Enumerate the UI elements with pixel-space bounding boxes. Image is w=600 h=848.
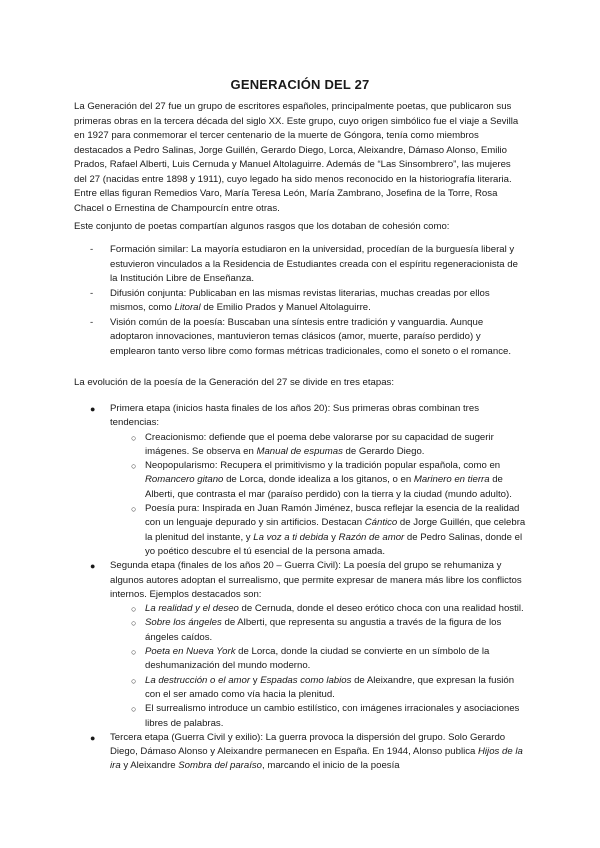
etapas-intro: La evolución de la poesía de la Generación del 27 se divide en tres etapas: — [74, 377, 395, 388]
work-title: Poeta en Nueva York — [145, 646, 236, 658]
item-text: El surrealismo introduce un cambio estilístico, con imágenes irracionales y asociaciones libres de palabras. — [145, 703, 520, 729]
work-title: Litoral — [174, 302, 201, 313]
work-title: La voz a ti debida — [253, 531, 329, 543]
bullet-marker: ● — [90, 404, 96, 414]
etapa-text: , marcando el inicio de la poesía — [262, 760, 400, 772]
sub-bullet-marker: ○ — [131, 504, 137, 515]
list-item-etapa3 — [74, 731, 526, 774]
list-item — [110, 431, 526, 460]
work-title: Romancero gitano — [145, 474, 224, 486]
rasgos-intro: Este conjunto de poetas compartían algunos rasgos que los dotaban de cohesión como: — [74, 221, 450, 232]
item-text: y — [250, 674, 261, 686]
rasgo-text: Visión común de la poesía: Buscaban una síntesis entre tradición y vanguardia. Aunque adoptaron innovaciones, mantuvieron temas clásicos (amor, muerte, paraíso perdido) y emplearon tanto verso libre como formas métricas tradicionales, como el soneto o el romance. — [110, 316, 511, 357]
etapas-list — [74, 402, 526, 774]
item-text: de Alberti, que representa su angustia a través de la figura de los ángeles caídos. — [145, 617, 502, 643]
item-text: de Lorca, donde idealiza a los gitanos, o en — [223, 474, 414, 486]
dash-marker: - — [90, 287, 94, 299]
item-text: Poesía pura: Inspirada en Juan Ramón Jiménez, busca reflejar la esencia de la realidad con un lenguaje depurado y sin artificios. Destacan — [145, 503, 520, 529]
item-text: de Alberti, que contrasta el mar (paraíso perdido) con la tierra y la ciudad (mundo adulto). — [145, 474, 512, 500]
item-text: y — [328, 531, 339, 543]
list-item — [74, 287, 526, 316]
sub-bullet-marker: ○ — [131, 704, 137, 715]
work-title: Hijos de la ira — [110, 746, 523, 772]
work-title: Razón de amor — [338, 531, 405, 543]
list-item — [74, 243, 526, 287]
bullet-marker: ● — [90, 732, 96, 743]
intro-paragraph: La Generación del 27 fue un grupo de escritores españoles, principalmente poetas, que publicaron sus primeras obras en la tercera década del siglo XX. Este grupo, cuyo origen simbólico fue el viaje a Sevilla en 1927 para conmemorar el tercer centenario de la muerte de Góngora, tenía como miembros destacados a Pedro Salinas, Jorge Guillén, Gerardo Diego, Lorca, Aleixandre, Dámaso Alonso, Emilio Prados, Rafael Alberti, Luis Cernuda y Manuel Altolaguirre. Además de “Las Sinsombrero”, las mujeres del 27 (nacidas entre 1898 y 1911), cuyo legado ha sido menos reconocido en la historiografía literaria. Entre ellas figuran Remedios Varo, María Teresa León, María Zambrano, Josefina de la Torre, Rosa Chacel o Ernestina de Champourcín entre otras. — [74, 101, 519, 214]
work-title: Sobre los ángeles — [145, 617, 222, 629]
list-item — [110, 702, 526, 731]
item-text: Creacionismo: defiende que el poema debe valorarse por su capacidad de sugerir imágenes. Se observa en — [145, 431, 494, 457]
sub-bullet-marker: ○ — [131, 432, 137, 443]
list-item — [110, 459, 526, 502]
item-text: Neopopularismo: Recupera el primitivismo y la tradición popular española, como en — [145, 460, 501, 472]
etapa-text: y Aleixandre — [120, 760, 179, 772]
list-item-etapa2 — [74, 559, 526, 731]
item-text: de Jorge Guillén, que celebra la plenitud del instante, y — [145, 517, 526, 543]
work-title: Espadas como labios — [260, 674, 352, 686]
item-text: de Lorca, donde la ciudad se convierte en un símbolo de la deshumanización del mundo moderno. — [145, 646, 490, 672]
list-item — [110, 602, 526, 616]
work-title: Marinero en tierra — [413, 474, 490, 486]
dash-marker: - — [90, 316, 94, 328]
sub-bullet-marker: ○ — [131, 618, 137, 629]
dash-marker: - — [90, 244, 94, 255]
work-title: Sombra del paraíso — [178, 760, 263, 772]
list-item — [110, 674, 526, 703]
sub-bullet-marker: ○ — [131, 675, 137, 686]
bullet-marker: ● — [90, 561, 96, 572]
item-text: de Gerardo Diego. — [342, 445, 425, 457]
list-item — [110, 502, 526, 559]
rasgos-list — [74, 243, 526, 359]
list-item — [110, 616, 526, 645]
rasgo-text: Formación similar: La mayoría estudiaron en la universidad, procedían de la burguesía liberal y estuvieron vinculados a la Residencia de Estudiantes creada con el espíritu regeneracionista de la Institución Libre de Enseñanza. — [110, 244, 518, 284]
sub-bullet-marker: ○ — [131, 461, 137, 472]
etapa-text: Primera etapa (inicios hasta finales de los años 20): Sus primeras obras combinan tres tendencias: — [110, 403, 480, 429]
work-title: Cántico — [364, 517, 398, 529]
sub-bullet-marker: ○ — [131, 647, 137, 658]
work-title: La destrucción o el amor — [145, 674, 251, 686]
list-item — [74, 316, 526, 360]
list-item — [110, 645, 526, 674]
list-item-etapa1 — [74, 402, 526, 559]
sub-bullet-marker: ○ — [131, 604, 137, 615]
etapa-text: Tercera etapa (Guerra Civil y exilio): La guerra provoca la dispersión del grupo. Solo Gerardo Diego, Dámaso Alonso y Aleixandre permanecen en España. En 1944, Alonso publica — [110, 731, 506, 758]
work-title: Manual de espumas — [256, 445, 343, 457]
sublist — [110, 431, 526, 560]
item-text: de Cernuda, donde el deseo erótico choca con una realidad hostil. — [238, 603, 524, 615]
item-text: de Pedro Salinas, donde el yo poético descubre el tú esencial de la persona amada. — [145, 531, 523, 557]
rasgo-text: Difusión conjunta: Publicaban en las mismas revistas literarias, muchas creadas por ellos mismos, como — [110, 287, 490, 313]
page-title: GENERACIÓN DEL 27 — [230, 77, 370, 92]
etapa-text: Segunda etapa (finales de los años 20 – Guerra Civil): La poesía del grupo se rehumaniza y algunos autores adoptan el surrealismo, que permite expresar de manera más libre los conflictos internos. Ejemplos destacados son: — [110, 560, 522, 600]
sublist — [110, 602, 526, 731]
rasgo-text: de Emilio Prados y Manuel Altolaguirre. — [200, 302, 371, 313]
item-text: de Aleixandre, que expresan la fusión con el ser amado como vía hacia la plenitud. — [145, 674, 515, 700]
work-title: La realidad y el deseo — [145, 603, 239, 615]
